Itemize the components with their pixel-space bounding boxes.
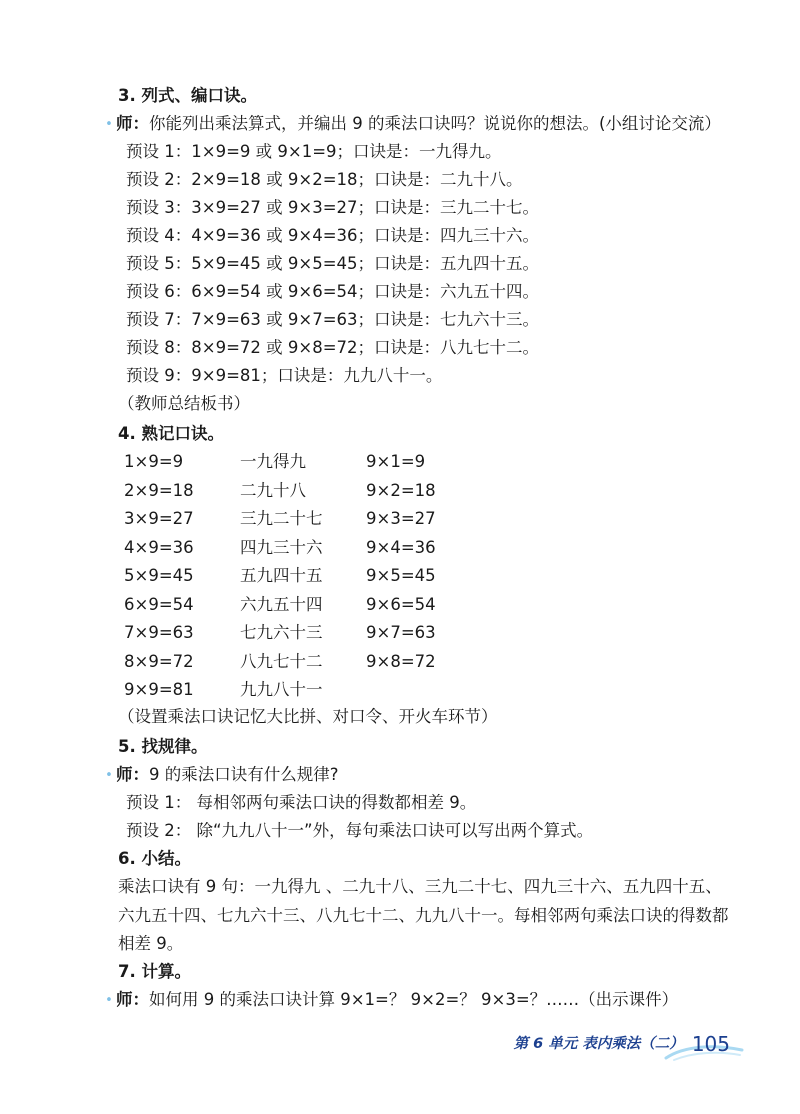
preset-3: 预设 3：3×9=27 或 9×3=27；口诀是：三九二十七。	[126, 198, 540, 217]
equation: 1×9=9	[124, 452, 184, 471]
preset-7: 预设 7：7×9=63 或 9×7=63；口诀是：七九六十三。	[126, 310, 540, 329]
equation-reversed: 9×4=36	[366, 537, 436, 557]
dot-icon: •	[105, 768, 113, 783]
teacher-text: 9 的乘法口诀有什么规律?	[149, 765, 339, 784]
equation-reversed: 9×6=54	[366, 594, 436, 614]
multiplication-table	[124, 448, 584, 705]
table-row	[124, 534, 584, 563]
mnemonic: 一九得九	[240, 452, 306, 471]
section-3-title: 3. 列式、编口诀。	[118, 86, 257, 105]
dot-icon: •	[105, 117, 113, 132]
teacher-question-7	[105, 986, 738, 1015]
table-row	[124, 562, 584, 591]
section-4-note: （设置乘法口诀记忆大比拼、对口令、开火车环节）	[118, 707, 498, 726]
equation-reversed: 9×8=72	[366, 651, 436, 671]
table-row	[124, 648, 584, 677]
preset-6: 预设 6：6×9=54 或 9×6=54；口诀是：六九五十四。	[126, 282, 540, 301]
equation-reversed: 9×7=63	[366, 623, 436, 642]
table-row	[124, 619, 584, 648]
preset-1: 预设 1：1×9=9 或 9×1=9；口诀是：一九得九。	[126, 142, 502, 161]
preset-8: 预设 8：8×9=72 或 9×8=72；口诀是：八九七十二。	[126, 338, 540, 357]
equation-reversed: 9×5=45	[366, 566, 436, 585]
table-row	[124, 591, 584, 620]
table-row	[124, 477, 584, 506]
rule-preset-2: 预设 2： 除“九九八十一”外，每句乘法口诀可以写出两个算式。	[126, 821, 594, 840]
table-row	[124, 676, 584, 705]
preset-2: 预设 2：2×9=18 或 9×2=18；口诀是：二九十八。	[126, 170, 523, 189]
dot-icon: •	[105, 993, 113, 1008]
mnemonic: 二九十八	[240, 480, 306, 500]
equation: 7×9=63	[124, 623, 194, 642]
mnemonic: 六九五十四	[240, 594, 323, 614]
table-row	[124, 448, 584, 477]
equation: 9×9=81	[124, 680, 194, 699]
teacher-text: 你能列出乘法算式，并编出 9 的乘法口诀吗？说说你的想法。(小组讨论交流）	[149, 114, 721, 133]
teacher-label: 师：	[116, 765, 149, 784]
section-3-note: （教师总结板书）	[118, 394, 250, 413]
page-number: 105	[691, 1032, 730, 1056]
equation: 2×9=18	[124, 480, 194, 500]
mnemonic: 七九六十三	[240, 623, 323, 642]
teacher-question-5	[105, 761, 738, 790]
page-footer	[514, 1026, 730, 1056]
section-7-title: 7. 计算。	[118, 962, 191, 981]
preset-4: 预设 4：4×9=36 或 9×4=36；口诀是：四九三十六。	[126, 226, 540, 245]
mnemonic: 四九三十六	[240, 537, 323, 557]
equation: 5×9=45	[124, 566, 194, 585]
equation: 3×9=27	[124, 509, 194, 528]
equation-reversed: 9×3=27	[366, 509, 436, 528]
teacher-question-3	[105, 110, 738, 139]
summary-paragraph: 乘法口诀有 9 句：一九得九 、二九十八、三九二十七、四九三十六、五九四十五、六九五十四、七九六十三、八九七十二、九九八十一。每相邻两句乘法口诀的得数都相差 9。	[118, 877, 729, 953]
teacher-label: 师：	[116, 114, 149, 133]
table-row	[124, 505, 584, 534]
section-4-title: 4. 熟记口诀。	[118, 424, 224, 443]
rule-preset-1: 预设 1： 每相邻两句乘法口诀的得数都相差 9。	[126, 793, 477, 812]
equation: 6×9=54	[124, 594, 194, 614]
mnemonic: 八九七十二	[240, 651, 323, 671]
mnemonic: 三九二十七	[240, 509, 323, 528]
teacher-text: 如何用 9 的乘法口诀计算 9×1=？ 9×2=？ 9×3=？……（出示课件）	[149, 990, 679, 1009]
equation: 4×9=36	[124, 537, 194, 557]
mnemonic: 五九四十五	[240, 566, 323, 585]
equation-reversed: 9×1=9	[366, 452, 426, 471]
preset-5: 预设 5：5×9=45 或 9×5=45；口诀是：五九四十五。	[126, 254, 540, 273]
mnemonic: 九九八十一	[240, 680, 323, 699]
section-5-title: 5. 找规律。	[118, 737, 208, 756]
equation: 8×9=72	[124, 651, 194, 671]
teacher-label: 师：	[116, 990, 149, 1009]
preset-9: 预设 9：9×9=81；口诀是：九九八十一。	[126, 366, 443, 385]
section-6-title: 6. 小结。	[118, 849, 191, 868]
equation-reversed: 9×2=18	[366, 480, 436, 500]
unit-label: 第 6 单元 表内乘法（二）	[513, 1036, 684, 1052]
